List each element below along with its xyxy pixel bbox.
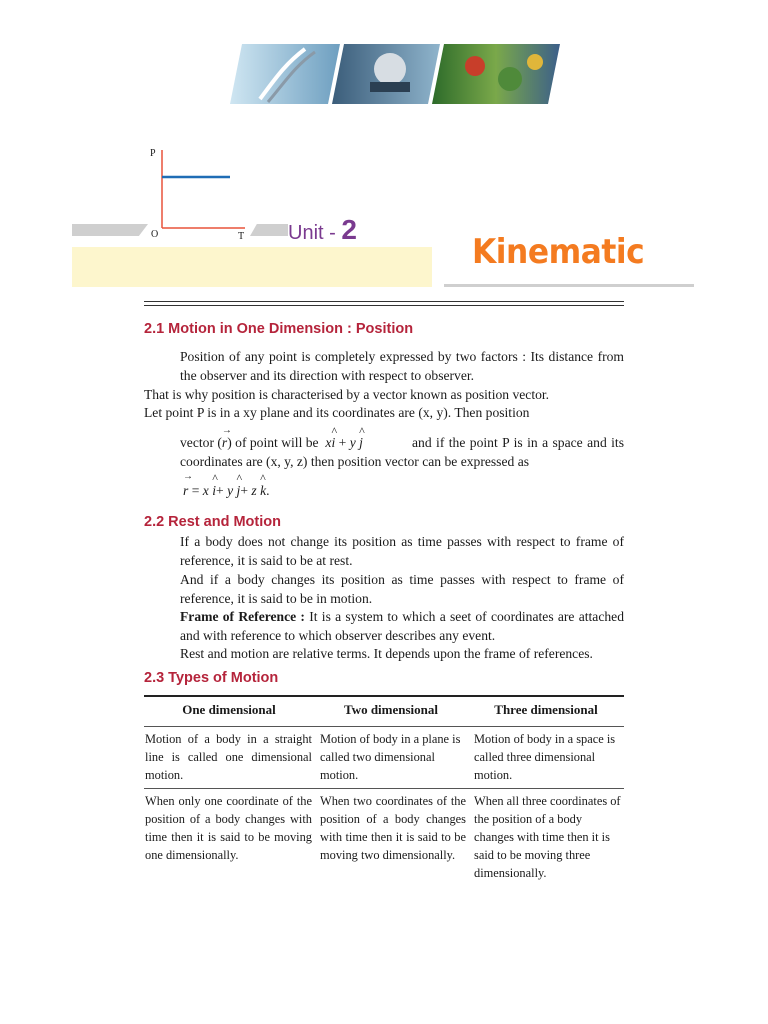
table-cell: Motion of body in a space is called three dimensional motion.	[474, 732, 616, 782]
vector-expression-2d: x^ i + y ^ j	[322, 435, 363, 450]
section-heading-2-3: 2.3 Types of Motion	[144, 670, 279, 686]
table-header: One dimensional	[182, 702, 276, 717]
cream-band	[72, 247, 432, 287]
section-heading-2-1: 2.1 Motion in One Dimension : Position	[144, 321, 414, 337]
paragraph: Position of any point is completely expressed by two factors : Its distance from the observer and its direction with respect to observer.	[180, 349, 624, 383]
table-cell: Motion of body in a plane is called two dimensional motion.	[320, 732, 461, 782]
types-of-motion-table	[144, 695, 624, 886]
paragraph: If a body does not change its position as time passes with respect to frame of reference, it is said to be at rest.	[180, 534, 624, 568]
graph-y-label: P	[150, 148, 156, 159]
table-cell: When two coordinates of the position of a body changes with time then it is said to be moving two dimensionally.	[320, 794, 466, 862]
title-underline	[444, 284, 694, 287]
graph-origin-label: O	[151, 229, 159, 240]
paragraph: That is why position is characterised by a vector known as position vector.	[144, 387, 550, 402]
paragraph: Let point P is in a xy plane and its coordinates are (x, y). Then position	[144, 405, 530, 420]
divider-rule	[144, 301, 624, 302]
table-cell: Motion of a body in a straight line is called one dimensional motion.	[145, 732, 312, 782]
frame-of-reference-paragraph	[180, 608, 624, 645]
table-header: Three dimensional	[494, 702, 598, 717]
frame-definition: It is a system to which a seet of coordinates are attached and with reference to which observer describes any event.	[180, 609, 624, 643]
table-row	[144, 789, 624, 887]
banner-images	[230, 44, 668, 104]
graph-x-label: T	[238, 231, 245, 242]
unit-number: 2	[341, 214, 357, 245]
divider-rule	[144, 305, 624, 306]
frame-term: Frame of Reference :	[180, 609, 305, 624]
paragraph: and if the point P is in a space and its coordinates are (x, y, z) then position vector can be expressed as	[180, 435, 624, 469]
vector-expression-3d: → r = x ^ i+ y ^ j+ z ^ k.	[183, 483, 270, 499]
paragraph: Rest and motion are relative terms. It depends upon the frame of references.	[180, 646, 593, 661]
left-stripe	[72, 224, 148, 236]
vector-of-point: of point will be	[235, 435, 319, 450]
table-cell: When all three coordinates of the position of a body changes with time then it is said to be moving three dimensionally.	[474, 794, 621, 880]
paragraph: And if a body changes its position as time passes with respect to frame of reference, it is said to be in motion.	[180, 572, 624, 606]
header-banner	[230, 44, 668, 104]
unit-prefix: Unit -	[288, 222, 342, 244]
section-heading-2-2: 2.2 Rest and Motion	[144, 514, 281, 530]
vector-prefix: vector	[180, 435, 214, 450]
table-header: Two dimensional	[343, 702, 439, 717]
chapter-title: Kinematic	[472, 232, 645, 272]
unit-label	[288, 214, 357, 246]
table-header-row	[144, 696, 624, 727]
table-row	[144, 727, 624, 789]
table-cell: When only one coordinate of the position of a body changes with time then it is said to be moving one dimensionally.	[145, 794, 312, 862]
vector-r: (→ r)	[217, 435, 231, 450]
